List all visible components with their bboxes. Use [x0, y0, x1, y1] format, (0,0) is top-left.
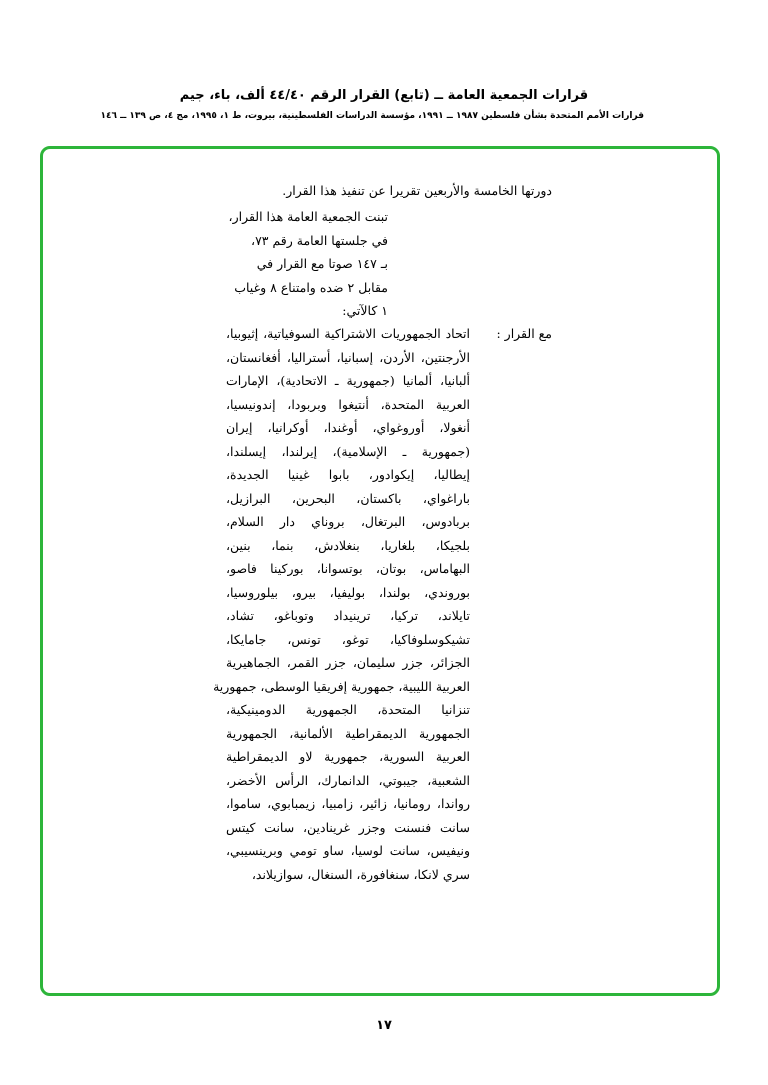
adoption-block — [200, 205, 388, 323]
country-list-line: تشيكوسلوفاكيا، توغو، تونس، جامايكا، — [226, 631, 470, 647]
adoption-line: ١ كالآتي: — [342, 303, 388, 318]
country-list-line: سري لانكا، سنغافورة، السنغال، سوازيلاند، — [251, 866, 470, 882]
adoption-line: مقابل ٢ ضده وامتناع ٨ وغياب — [234, 279, 388, 295]
country-list-line: العربية الليبية، جمهورية إفريقيا الوسطى، جمهورية — [213, 678, 470, 694]
country-list-line: بلجيكا، بلغاريا، بنغلادش، بنما، بنين، — [226, 537, 470, 553]
country-list-line: اتحاد الجمهوريات الاشتراكية السوفياتية، إثيوبيا، — [226, 326, 470, 341]
intro-paragraph: دورتها الخامسة والأربعين تقريرا عن تنفيذ هذا القرار. — [282, 183, 552, 198]
country-list-line: (جمهورية ـ الإسلامية)، إيرلندا، إيسلندا، — [226, 443, 470, 459]
countries-in-favor-list — [213, 322, 470, 886]
country-list-line: إيطاليا، إيكوادور، بابوا غينيا الجديدة، — [226, 467, 470, 482]
country-list-line: باراغواي، باكستان، البحرين، البرازيل، — [226, 490, 470, 506]
country-list-line: ألبانيا، ألمانيا (جمهورية ـ الاتحادية)، الإمارات — [226, 373, 470, 388]
country-list-line: العربية المتحدة، أنتيغوا وبربودا، إندونيسيا، — [226, 396, 470, 412]
country-list-line: تايلاند، تركيا، ترينيداد وتوباغو، تشاد، — [226, 608, 470, 623]
vote-in-favor-label: مع القرار : — [496, 326, 552, 341]
country-list-line: البهاماس، بوتان، بوتسوانا، بوركينا فاصو، — [226, 561, 470, 576]
country-list-line: رواندا، رومانيا، زائير، زامبيا، زيمبابوي، ساموا، — [226, 796, 470, 811]
page-number: ١٧ — [376, 1018, 392, 1033]
country-list-line: سانت فنسنت وجزر غرينادين، سانت كيتس — [226, 819, 470, 835]
adoption-line: بـ ١٤٧ صوتا مع القرار في — [256, 256, 388, 271]
country-list-line: أنغولا، أوروغواي، أوغندا، أوكرانيا، إيران — [226, 420, 470, 435]
document-source-citation: قرارات الأمم المتحدة بشأن فلسطين ١٩٨٧ ــ ١٩٩١، مؤسسة الدراسات الفلسطينية، بيروت، ط ١، ١٩٩٥، مج ٤، ص ١٣٩ ــ ١٤٦ — [100, 111, 644, 121]
country-list-line: تنزانيا المتحدة، الجمهورية الدومينيكية، — [226, 702, 470, 717]
country-list-line: بوروندي، بولندا، بوليفيا، بيرو، بيلوروسيا، — [226, 584, 470, 600]
country-list-line: بربادوس، البرتغال، بروناي دار السلام، — [226, 514, 470, 529]
country-list-line: الأرجنتين، الأردن، إسبانيا، أستراليا، أفغانستان، — [226, 349, 470, 365]
country-list-line: ونيفيس، سانت لوسيا، ساو تومي وبرينسيبي، — [226, 843, 470, 858]
country-list-line: الجزائر، جزر سليمان، جزر القمر، الجماهيرية — [226, 655, 470, 670]
country-list-line: الشعبية، جيبوتي، الدانمارك، الرأس الأخضر، — [226, 772, 470, 788]
adoption-line: في جلستها العامة رقم ٧٣، — [251, 232, 388, 248]
document-header-title: قرارات الجمعية العامة ــ (تابع) القرار الرقم ٤٤/٤٠ ألف، باء، جيم — [179, 88, 589, 103]
adoption-line: تبنت الجمعية العامة هذا القرار، — [228, 209, 388, 224]
country-list-line: الجمهورية الديمقراطية الألمانية، الجمهورية — [226, 725, 470, 741]
country-list-line: العربية السورية، جمهورية لاو الديمقراطية — [226, 749, 470, 764]
